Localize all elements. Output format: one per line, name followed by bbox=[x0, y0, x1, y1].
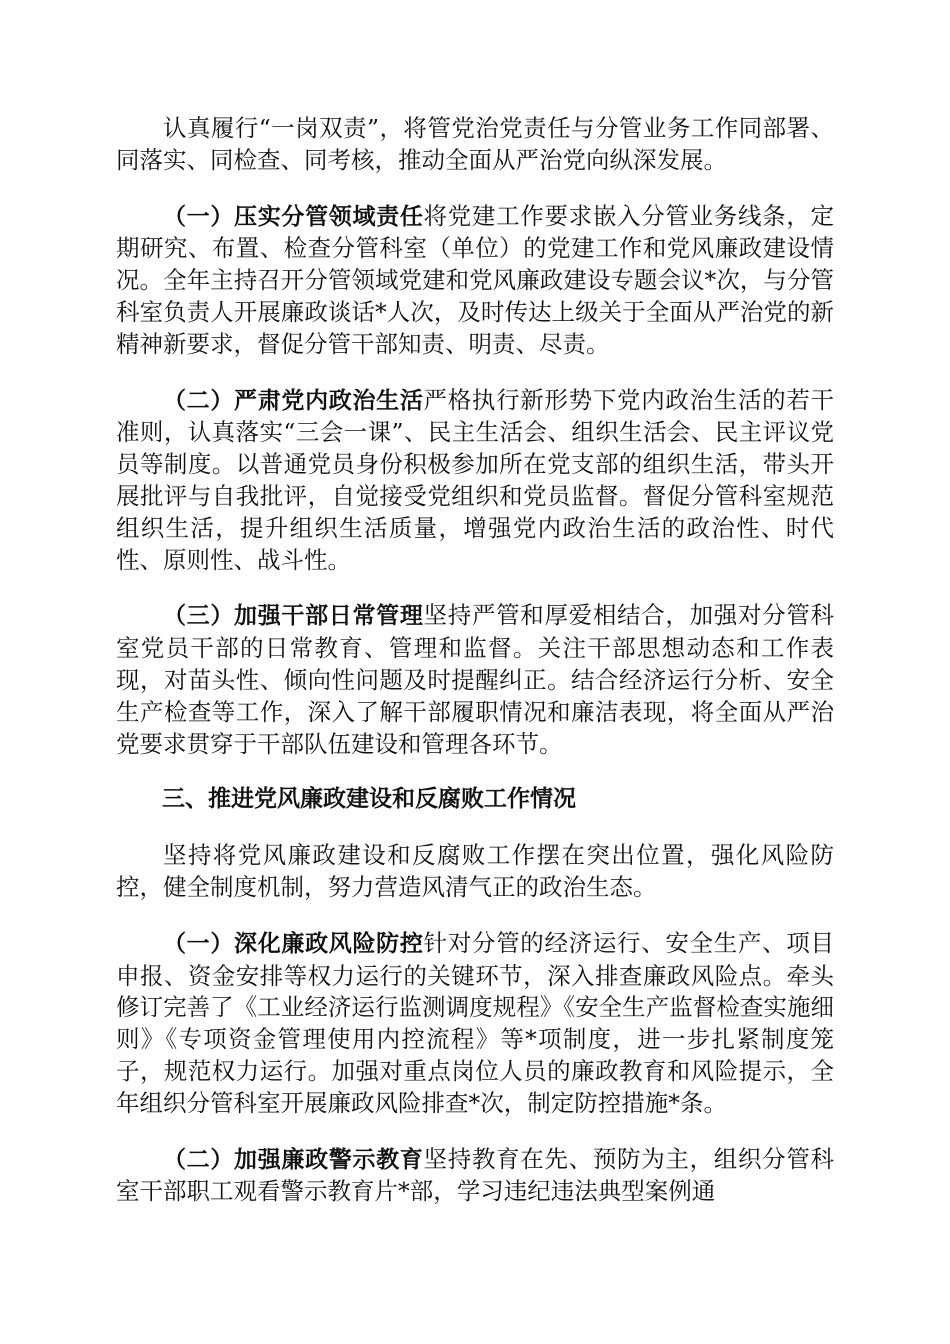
paragraph-lead: （一）压实分管领域责任 bbox=[163, 203, 424, 230]
paragraph-intro bbox=[116, 113, 834, 177]
paragraph-lead: （一）深化廉政风险防控 bbox=[163, 930, 424, 957]
section-heading: 三、推进党风廉政建设和反腐败工作情况 bbox=[162, 786, 576, 813]
paragraph-text: 将党建工作要求嵌入分管业务线条，定期研究、布置、检查分管科室（单位）的党建工作和党风廉政建设情况。全年主持召开分管领域党建和党风廉政建设专题会议*次，与分管科室负责人开展廉政谈话*人次，及时传达上级关于全面从严治党的新精神新要求，督促分管干部知责、明责、尽责。 bbox=[116, 201, 835, 358]
paragraph-cadre-management bbox=[116, 600, 834, 760]
paragraph-text: 坚持严管和厚爱相结合，加强对分管科室党员干部的日常教育、管理和监督。关注干部思想动态和工作表现，对苗头性、倾向性问题及时提醒纠正。结合经济运行分析、安全生产检查等工作，深入了解干部履职情况和廉洁表现，将全面从严治党要求贯穿于干部队伍建设和管理各环节。 bbox=[116, 601, 835, 758]
paragraph-responsibility bbox=[116, 201, 834, 361]
paragraph-text: 坚持将党风廉政建设和反腐败工作摆在突出位置，强化风险防控，健全制度机制，努力营造风清气正的政治生态。 bbox=[116, 841, 834, 901]
paragraph-lead: （三）加强干部日常管理 bbox=[163, 603, 424, 630]
paragraph-text: 严格执行新形势下党内政治生活的若干准则，认真落实“三会一课”、民主生活会、组织生活会、民主评议党员等制度。以普通党员身份积极参加所在党支部的组织生活，带头开展批评与自我批评，自觉接受党组织和党员监督。督促分管科室规范组织生活，提升组织生活质量，增强党内政治生活的政治性、时代性、原则性、战斗性。 bbox=[116, 385, 835, 574]
paragraph-risk-control bbox=[116, 928, 834, 1120]
paragraph-text: 坚持教育在先、预防为主，组织分管科室干部职工观看警示教育片*部，学习违纪违法典型案例通 bbox=[116, 1144, 835, 1206]
paragraph-lead: （二）严肃党内政治生活 bbox=[163, 387, 424, 414]
paragraph-section-intro bbox=[116, 840, 834, 904]
document-page bbox=[116, 113, 834, 1208]
paragraph-text: 针对分管的经济运行、安全生产、项目申报、资金安排等权力运行的关键环节，深入排查廉政风险点。牵头修订完善了《工业经济运行监测调度规程》《安全生产监督检查实施细则》《专项资金管理使用内控流程》等*项制度，进一步扎紧制度笼子，规范权力运行。加强对重点岗位人员的廉政教育和风险提示，全年组织分管科室开展廉政风险排查*次，制定防控措施*条。 bbox=[116, 928, 835, 1117]
paragraph-lead: （二）加强廉政警示教育 bbox=[163, 1146, 424, 1173]
paragraph-warning-education bbox=[116, 1144, 834, 1209]
paragraph-political-life bbox=[116, 385, 834, 577]
paragraph-text: 认真履行“一岗双责”，将管党治党责任与分管业务工作同部署、同落实、同检查、同考核，推动全面从严治党向纵深发展。 bbox=[116, 114, 834, 174]
